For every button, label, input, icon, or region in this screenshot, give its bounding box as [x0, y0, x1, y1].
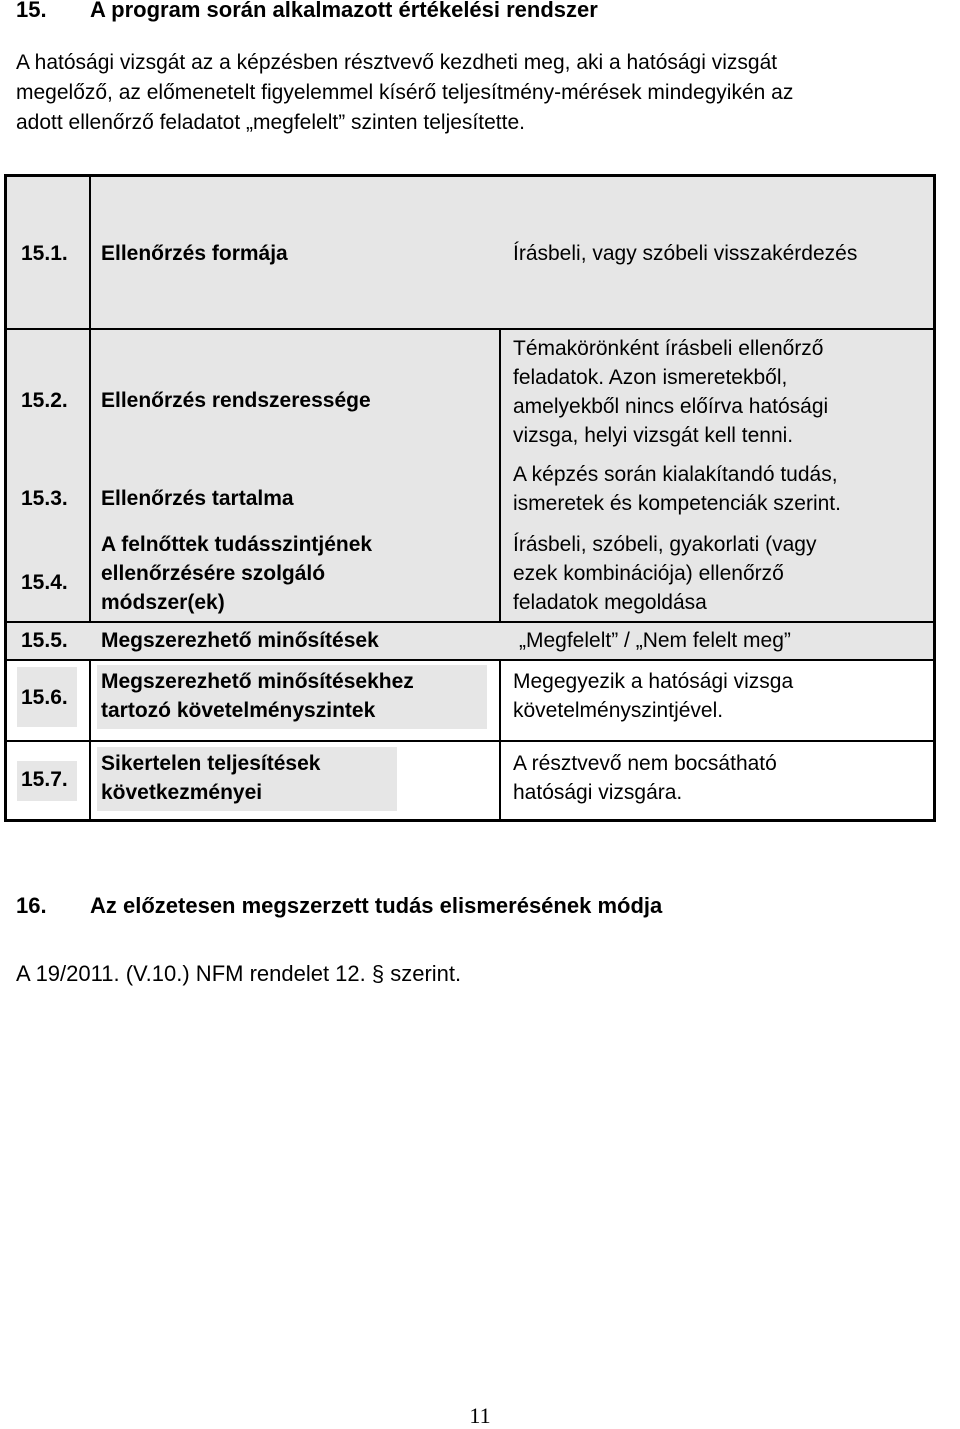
section-title: A program során alkalmazott értékelési rendszer: [90, 0, 598, 22]
row-value: Témakörönként írásbeli ellenőrző feladatok. Azon ismeretekből, amelyekből nincs előírva hatósági vizsga, helyi vizsgát kell tenni.: [513, 337, 829, 447]
table-row: [7, 741, 933, 821]
table-row: [7, 177, 933, 328]
row-value: Megegyezik a hatósági vizsga követelményszintjével.: [513, 670, 794, 722]
row-number: 15.6.: [21, 686, 68, 709]
row-number: 15.4.: [21, 571, 68, 594]
column-divider: [499, 659, 501, 819]
row-label: Megszerezhető minősítések: [101, 629, 379, 652]
row-value: „Megfelelt” / „Nem felelt meg”: [519, 629, 791, 652]
section-number: 15.: [16, 0, 47, 22]
section-number: 16.: [16, 893, 47, 918]
row-value: A képzés során kialakítandó tudás, ismeretek és kompetenciák szerint.: [513, 463, 841, 515]
row-number: 15.2.: [21, 389, 68, 412]
row-value: Írásbeli, vagy szóbeli visszakérdezés: [513, 242, 858, 265]
page-number: 11: [469, 1403, 491, 1428]
section-16-heading: [16, 893, 662, 919]
evaluation-table: [4, 174, 936, 822]
row-label: Megszerezhető minősítésekhez tartozó követelményszintek: [101, 670, 414, 722]
row-number: 15.3.: [21, 487, 68, 510]
row-value: Írásbeli, szóbeli, gyakorlati (vagy ezek kombinációja) ellenőrző feladatok megoldása: [513, 533, 817, 614]
row-label: Ellenőrzés formája: [101, 242, 288, 265]
section-15-heading: [16, 0, 598, 23]
row-divider: [7, 621, 933, 623]
column-divider: [89, 659, 91, 819]
intro-paragraph: A hatósági vizsgát az a képzésben résztvevő kezdheti meg, aki a hatósági vizsgát megelőző, az előmenetelt figyelemmel kísérő teljesítmény-mérések mindegyikén az adott ellenőrző feladatot „megfelelt” szinten teljesítette.: [16, 51, 794, 134]
column-divider: [89, 177, 91, 621]
row-value: A résztvevő nem bocsátható hatósági vizsgára.: [513, 752, 777, 804]
table-row: [7, 623, 933, 659]
table-row-group: [7, 328, 933, 621]
section-title: Az előzetesen megszerzett tudás elismerésének módja: [90, 893, 663, 918]
row-number: 15.5.: [21, 629, 68, 652]
table-row: [7, 661, 933, 741]
row-number: 15.7.: [21, 768, 68, 791]
column-divider: [499, 328, 501, 621]
section-16-text: A 19/2011. (V.10.) NFM rendelet 12. § szerint.: [16, 961, 462, 986]
row-label: Ellenőrzés tartalma: [101, 487, 294, 510]
row-number: 15.1.: [21, 242, 68, 265]
row-divider: [7, 328, 933, 330]
row-label: Sikertelen teljesítések következményei: [101, 752, 321, 804]
row-divider: [7, 740, 933, 742]
row-label: A felnőttek tudásszintjének ellenőrzésére szolgáló módszer(ek): [101, 533, 373, 614]
row-label: Ellenőrzés rendszeressége: [101, 389, 371, 412]
row-divider: [7, 659, 933, 661]
